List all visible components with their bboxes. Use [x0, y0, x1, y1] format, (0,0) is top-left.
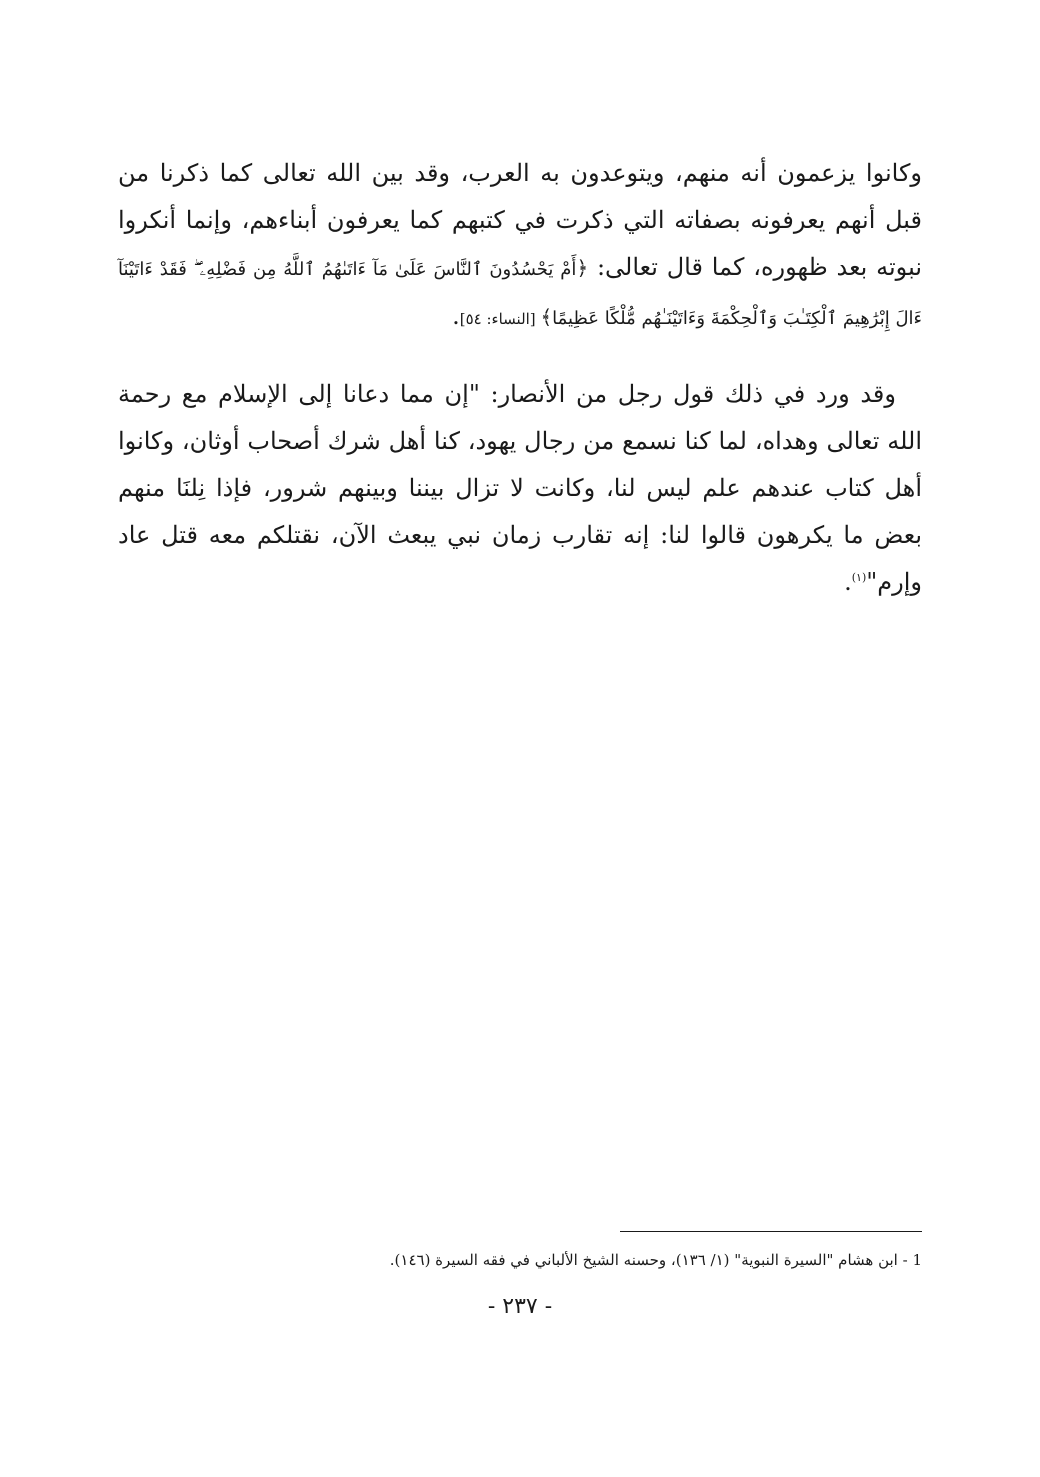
paragraph-2-text: وقد ورد في ذلك قول رجل من الأنصار: "إن مما دعانا إلى الإسلام مع رحمة الله تعالى وهداه، لما كنا نسمع من رجال يهود، كنا أهل شرك أصحاب أوثان، وكانوا أهل كتاب عندهم علم ليس لنا، وكانت لا تزال بيننا وبينهم شرور، فإذا نِلنَا منهم بعض ما يكرهون قالوا لنا: إنه تقارب زمان نبي يبعث الآن، نقتلكم معه قتل عاد وإرم" [118, 380, 923, 596]
paragraph-2 [118, 371, 922, 606]
paragraph-2-end: . [844, 568, 852, 596]
quran-open-bracket: ﴿ [576, 256, 589, 280]
quran-close-bracket: ﴾ [540, 305, 553, 329]
verse-reference: [النساء: ٥٤] [459, 310, 541, 328]
footnote-marker[interactable]: (١) [851, 571, 867, 584]
quran-verse: أَمْ يَحْسُدُونَ ٱلنَّاسَ عَلَىٰ مَآ ءَاتَىٰهُمُ ٱللَّهُ مِن فَضْلِهِۦ ۖ فَقَدْ ءَاتَيْنَآ ءَالَ إِبْرَٰهِيمَ ٱلْكِتَـٰبَ وَٱلْحِكْمَةَ وَءَاتَيْنَـٰهُم مُّلْكًا عَظِيمًا [118, 259, 922, 329]
footnote: 1 - ابن هشام "السيرة النبوية" (١/ ١٣٦)، وحسنه الشيخ الألباني في فقه السيرة (١٤٦). [389, 1251, 922, 1269]
page-number: - ٢٣٧ - [487, 1294, 553, 1319]
paragraph-1-end: . [452, 302, 460, 330]
document-page [118, 0, 922, 1477]
footnote-separator [620, 1231, 922, 1232]
main-text [118, 150, 922, 606]
paragraph-1 [118, 150, 922, 343]
paragraph-1-text: وكانوا يزعمون أنه منهم، ويتوعدون به العرب، وقد بين الله تعالى كما ذكرنا من قبل أنهم يعرفونه بصفاته التي ذكرت في كتبهم كما يعرفون أبناءهم، وإنما أنكروا نبوته بعد ظهوره، كما قال تعالى: [118, 159, 923, 281]
